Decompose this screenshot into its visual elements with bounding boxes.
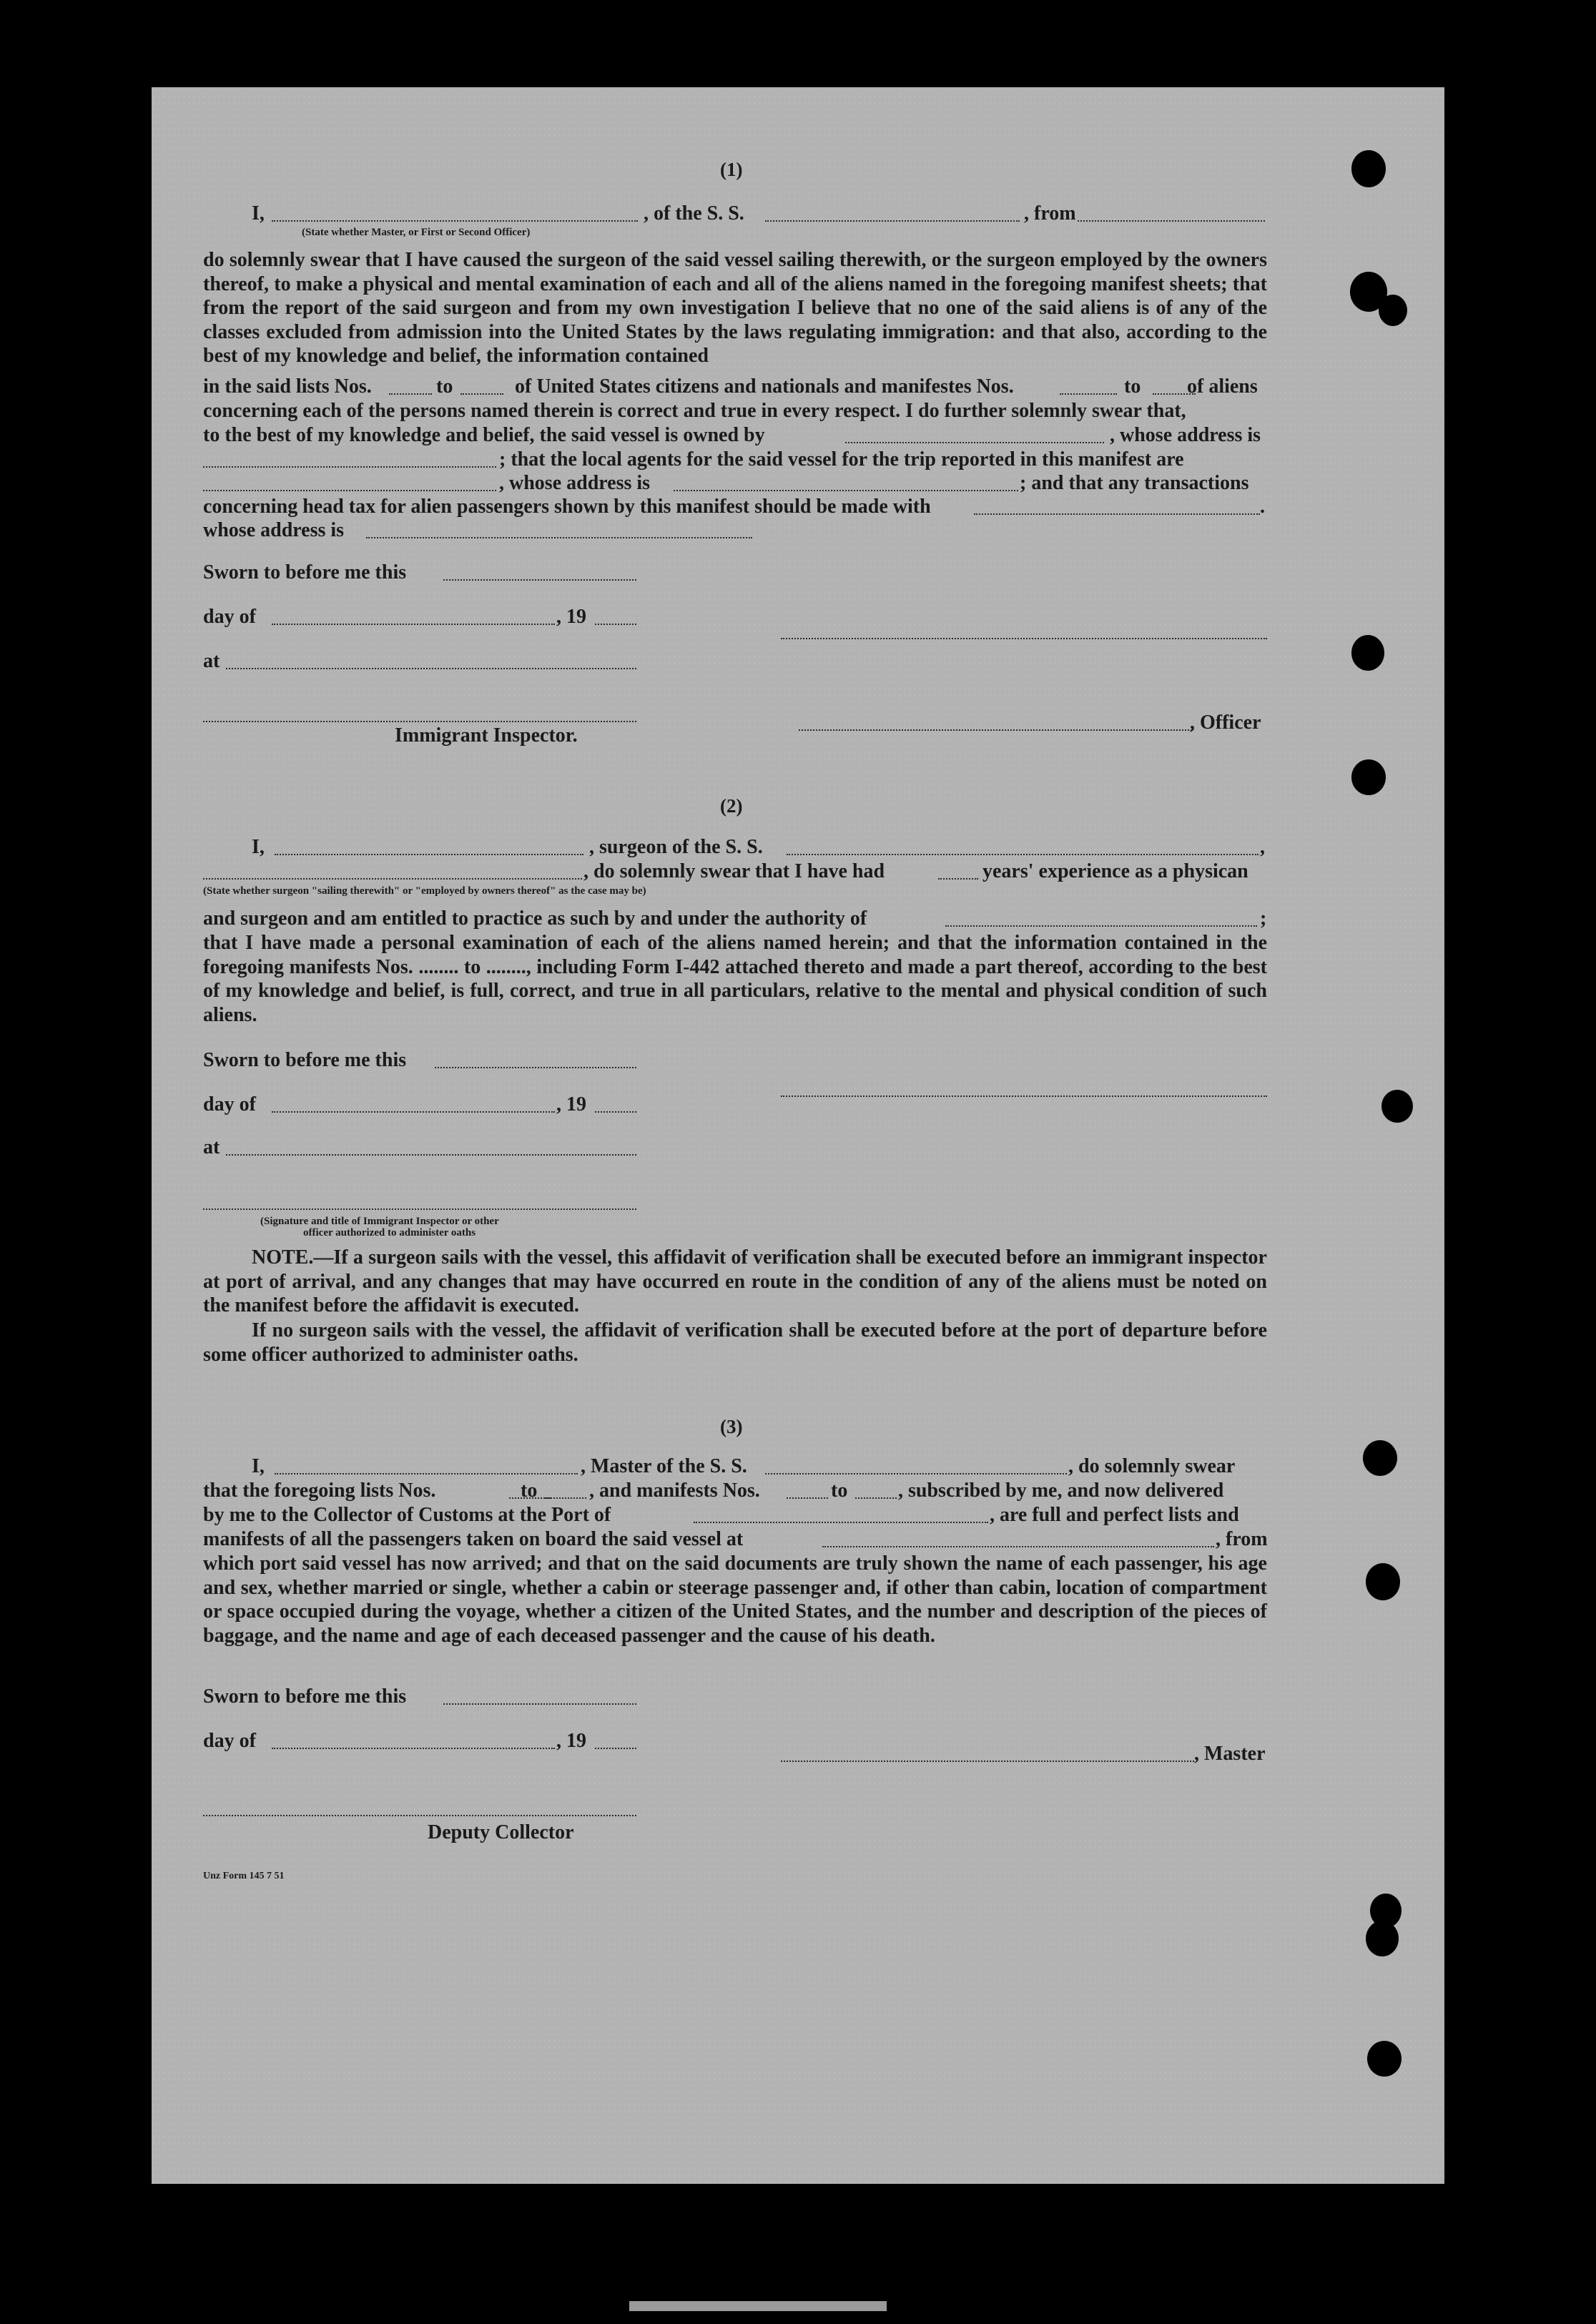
master-label: , Master (1194, 1743, 1266, 1765)
from-label: , from (1024, 202, 1076, 225)
officer-rank-note: (State whether Master, or First or Second Officer) (302, 227, 531, 238)
foregoing-lists-to-line[interactable] (545, 1497, 586, 1499)
whose-address-label: whose address is (203, 519, 345, 541)
head-tax-address-line[interactable] (366, 537, 752, 538)
head-tax-period: . (1260, 496, 1265, 518)
head-tax-label: concerning head tax for alien passengers shown by this manifest should be made with (203, 496, 931, 518)
agent-address-line[interactable] (674, 490, 1018, 491)
officer-signature-line[interactable] (799, 729, 1192, 731)
year-label-2: , 19 (556, 1093, 586, 1116)
day-of-line-1[interactable] (272, 624, 555, 625)
officer-label: , Officer (1190, 712, 1261, 734)
local-agents-label: ; that the local agents for the said vessel for the trip reported in this manifest are (499, 448, 1184, 471)
sworn-label-3: Sworn to before me this (203, 1685, 407, 1708)
punch-hole-10 (1366, 1921, 1399, 1956)
surgeon-note-2: If no surgeon sails with the vessel, the affidavit of verification shall be executed before at the port of departure before some officer authorized to administer oaths. (203, 1319, 1267, 1366)
master-swear-label: , do solemnly swear (1068, 1455, 1236, 1477)
inspector-signature-line-1[interactable] (203, 721, 636, 722)
owner-address-line[interactable] (203, 466, 496, 468)
punch-hole-8 (1366, 1563, 1400, 1600)
authority-semicolon: ; (1260, 907, 1267, 930)
officer-signature-line-a[interactable] (781, 638, 1267, 639)
surgeon-name-line[interactable] (275, 854, 583, 855)
master-signature-line[interactable] (781, 1761, 1194, 1762)
head-tax-agent-line[interactable] (974, 513, 1260, 515)
scan-bottom-bar (629, 2301, 887, 2311)
section-1-number: (1) (720, 159, 743, 180)
surgeon-vessel-comma: , (1260, 836, 1265, 858)
section-3-body: which port said vessel has now arrived; and that on the said documents are truly shown the name of each passenger, his age and sex, whether married or single, whether a cabin or steerage passenger and, if other than cabin, location of compartment or space occupied during the voyage, whether a citizen of the United States, and the number and description of the pieces of baggage, and the name and age of each deceased passenger and the cause of his death. (203, 1552, 1267, 1647)
authority-label: and surgeon and am entitled to practice as such by and under the authority of (203, 907, 867, 930)
sworn-date-line-1[interactable] (443, 579, 636, 581)
master-name-prefix: I, (252, 1455, 265, 1477)
punch-hole-5 (1351, 759, 1386, 795)
at-place-line-2[interactable] (226, 1154, 636, 1156)
lists-to-label-3: to (521, 1479, 538, 1502)
lists-nos-to-line[interactable] (460, 393, 503, 395)
passengers-taken-label: manifests of all the passengers taken on board the said vessel at (203, 1528, 744, 1550)
manifests-to-label-3: to (831, 1479, 848, 1502)
boarding-port-line[interactable] (822, 1546, 1214, 1547)
surgeon-status-note: (State whether surgeon "sailing therewith" or "employed by owners thereof" as the case may be) (203, 885, 646, 897)
of-aliens-label: of aliens (1187, 375, 1258, 398)
vessel-name-line[interactable] (765, 220, 1020, 222)
day-of-line-3[interactable] (272, 1748, 555, 1749)
concerning-line: concerning each of the persons named therein is correct and true in every respect. I do further solemnly swear that, (203, 400, 1186, 422)
punch-hole-11 (1367, 2041, 1402, 2077)
day-of-line-2[interactable] (272, 1111, 555, 1113)
at-label-2: at (203, 1136, 220, 1158)
day-of-label-1: day of (203, 606, 256, 628)
punch-hole-7 (1363, 1440, 1397, 1476)
authority-line[interactable] (945, 925, 1257, 927)
punch-hole-6 (1381, 1090, 1413, 1123)
manifests-nos-from-line[interactable] (1060, 393, 1117, 395)
master-vessel-line[interactable] (765, 1473, 1067, 1474)
years-experience-label: years' experience as a physican (982, 860, 1248, 882)
perfect-lists-label: , are full and perfect lists and (990, 1504, 1239, 1526)
agent-address-label: , whose address is (499, 472, 651, 494)
master-of-label: , Master of the S. S. (581, 1455, 747, 1477)
sworn-label-2: Sworn to before me this (203, 1049, 407, 1071)
manifests-to-line-3[interactable] (855, 1497, 897, 1499)
from-port-line[interactable] (1078, 220, 1265, 222)
surgeon-of-label: , surgeon of the S. S. (589, 836, 763, 858)
collector-label: by me to the Collector of Customs at the Port of (203, 1504, 611, 1526)
sworn-label-1: Sworn to before me this (203, 561, 407, 584)
of-the-ss-label: , of the S. S. (644, 202, 744, 225)
inspector-signature-line-2[interactable] (203, 1208, 636, 1210)
section-3-number: (3) (720, 1416, 743, 1437)
year-label-3: , 19 (556, 1730, 586, 1752)
year-line-3[interactable] (595, 1748, 636, 1749)
deputy-collector-signature-line[interactable] (203, 1815, 636, 1816)
citizens-label: of United States citizens and nationals and manifestes Nos. (515, 375, 1014, 398)
punch-hole-1 (1351, 150, 1386, 187)
owner-name-line[interactable] (845, 442, 1104, 443)
section-2-body: that I have made a personal examination of each of the aliens named herein; and that the information contained in the foregoing manifests Nos. ........ to ........, including Form I-442 attached thereto and made a part thereof, according to the best of my knowledge and belief, is full, correct, and true in all particulars, relative to the mental and physical condition of such aliens. (203, 932, 1267, 1026)
year-line-1[interactable] (595, 624, 636, 625)
affidavit-page (152, 87, 1444, 2184)
signature-note-line-2: officer authorized to administer oaths (303, 1227, 476, 1239)
year-line-2[interactable] (595, 1111, 636, 1113)
master-name-line[interactable] (275, 1473, 578, 1474)
port-of-line[interactable] (694, 1522, 988, 1523)
subscribed-label: , subscribed by me, and now delivered (898, 1479, 1224, 1502)
at-place-line-1[interactable] (226, 668, 636, 669)
at-label-1: at (203, 650, 220, 672)
punch-hole-4 (1351, 635, 1384, 671)
lists-to-label: to (436, 375, 453, 398)
section-1-body: do solemnly swear that I have caused the surgeon of the said vessel sailing therewith, or the surgeon employed by the owners thereof, to make a physical and mental examination of each and all of the aliens named in the foregoing manifest sheets; that from the report of the said surgeon and from my own investigation I believe that no one of the said aliens is of any of the classes excluded from admission into the United States by the laws regulating immigration: and that also, according to the best of my knowledge and belief, the information contained (203, 249, 1267, 368)
year-label-1: , 19 (556, 606, 586, 628)
lists-nos-from-line[interactable] (389, 393, 432, 395)
foregoing-lists-label: that the foregoing lists Nos. (203, 1479, 436, 1502)
solemnly-swear-label: , do solemnly swear that I have had (583, 860, 885, 882)
surgeon-note-1: NOTE.—If a surgeon sails with the vessel, this affidavit of verification shall be executed before an immigrant inspector at port of arrival, and any changes that may have occurred en route in the condition of any of the aliens must be noted on the manifest before the affidavit is executed. (203, 1246, 1267, 1317)
sworn-date-line-2[interactable] (435, 1067, 636, 1068)
surgeon-signature-line[interactable] (781, 1095, 1267, 1097)
manifests-nos-label-3: , and manifests Nos. (589, 1479, 760, 1502)
transactions-label: ; and that any transactions (1020, 472, 1249, 494)
years-experience-line[interactable] (938, 878, 978, 880)
local-agents-line[interactable] (203, 490, 496, 491)
owned-by-label: to the best of my knowledge and belief, the said vessel is owned by (203, 424, 765, 446)
form-id: Unz Form 145 7 51 (203, 1871, 285, 1881)
punch-hole-3 (1379, 295, 1407, 326)
signature-note-line-1: (Signature and title of Immigrant Inspector or other (260, 1216, 499, 1227)
officer-name-line[interactable] (272, 220, 638, 222)
deputy-collector-label: Deputy Collector (428, 1821, 574, 1843)
immigrant-inspector-label: Immigrant Inspector. (395, 724, 578, 747)
from-label-3: , from (1216, 1528, 1268, 1550)
surgeon-status-line[interactable] (203, 878, 582, 880)
manifests-to-label: to (1124, 375, 1141, 398)
day-of-label-3: day of (203, 1730, 256, 1752)
officer-name-prefix: I, (252, 202, 265, 225)
lists-nos-label: in the said lists Nos. (203, 375, 372, 398)
sworn-date-line-3[interactable] (443, 1703, 636, 1705)
section-2-number: (2) (720, 795, 743, 817)
owner-address-label: , whose address is (1110, 424, 1261, 446)
day-of-label-2: day of (203, 1093, 256, 1116)
surgeon-vessel-line[interactable] (787, 854, 1258, 855)
surgeon-name-prefix: I, (252, 836, 265, 858)
manifests-from-line-3[interactable] (787, 1497, 828, 1499)
